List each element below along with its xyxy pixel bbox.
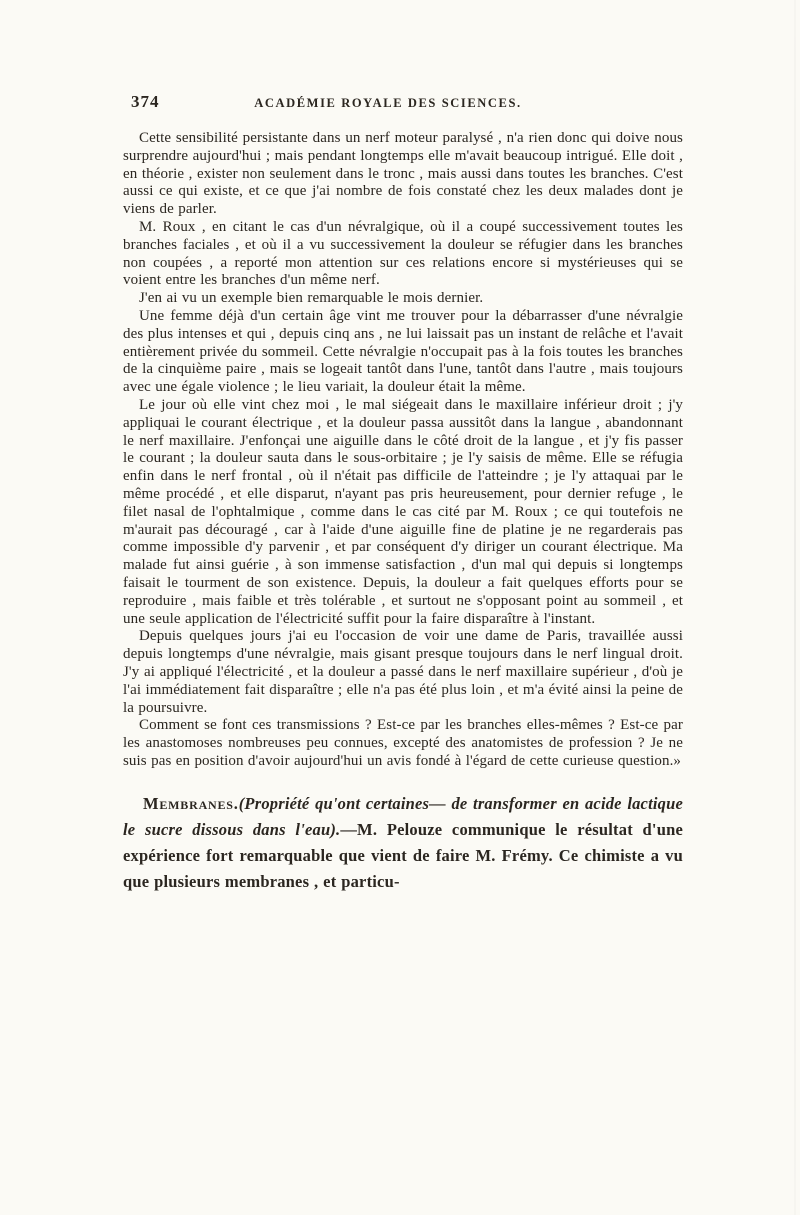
paragraph: Cette sensibilité persistante dans un nerf moteur paralysé , n'a rien donc qui doive nous surprendre aujourd'hui ; mais pendant longtemps elle m'avait beaucoup intrigué. Elle doit , en théorie , exister non seulement dans le tronc , mais aussi dans toutes les branches. C'est aussi ce qui existe, et ce que j'ai nombre de fois constaté chez les deux malades dont je viens de parler. bbox=[123, 130, 683, 218]
book-page bbox=[123, 92, 683, 895]
text-body bbox=[123, 130, 683, 895]
paragraph: Comment se font ces transmissions ? Est-ce par les branches elles-mêmes ? Est-ce par les anastomoses nombreuses peu connues, excepté des anatomistes de profession ? Je ne suis pas en position d'avoir aujourd'hui un avis fondé à l'égard de cette curieuse question.» bbox=[123, 717, 683, 769]
page-header bbox=[123, 92, 683, 118]
paragraph: M. Roux , en citant le cas d'un névralgique, où il a coupé successivement toutes les branches faciales , et où il a vu successivement la douleur se réfugier dans les branches non coupées , a reporté mon attention sur ces relations encore si mystérieuses qui se voient entre les branches d'un même nerf. bbox=[123, 218, 683, 289]
running-title: ACADÉMIE ROYALE DES SCIENCES. bbox=[254, 96, 522, 110]
membranes-italic-title: (Propriété qu'ont certaines— de transformer en acide lactique le sucre dissous dans l'eau). bbox=[123, 793, 683, 839]
paragraph-membranes bbox=[123, 791, 683, 895]
paragraph: Le jour où elle vint chez moi , le mal siégeait dans le maxillaire inférieur droit ; j'y appliquai le courant électrique , et la douleur passa aussitôt dans la langue , abandonnant le nerf maxillaire. J'enfonçai une aiguille dans le côté droit de la langue , et j'y fis passer le courant ; la douleur sauta dans le sous-orbitaire ; je l'y saisis de même. Elle se réfugia enfin dans le nerf frontal , où il n'était pas difficile de l'atteindre ; je l'y attaquai par le même procédé , et elle disparut, n'ayant pas pris heureusement, pour dernier refuge , le filet nasal de l'ophtalmique , comme dans le cas cité par M. Roux ; ce qui toutefois ne m'aurait pas découragé , car à l'aide d'une aiguille fine de platine je ne regarderais pas comme impossible d'y parvenir , et par conséquent d'y diriger un courant électrique. Ma malade fut ainsi guérie , à son immense satisfaction , d'un mal qui depuis si longtemps faisait le tourment de son existence. Depuis, la douleur a fait quelques efforts pour se reproduire , mais faible et très tolérable , et surtout ne s'opposant point au sommeil , et une seule application de l'électricité suffit pour la faire disparaître à l'instant. bbox=[123, 396, 683, 627]
paragraph: Une femme déjà d'un certain âge vint me trouver pour la débarrasser d'une névralgie des plus intenses et qui , depuis cinq ans , ne lui laissait pas un instant de relâche et l'avait entièrement privée du sommeil. Cette névralgie n'occupait pas à la fois toutes les branches de la cinquième paire , mais se logeait tantôt dans l'une, tantôt dans l'autre , mais toujours avec une égale violence ; le lieu variait, la douleur était la même. bbox=[123, 307, 683, 396]
membranes-body: —M. Pelouze communique le résultat d'une expérience fort remarquable que vient de faire M. Frémy. Ce chimiste a vu que plusieurs membranes , et particu- bbox=[123, 819, 683, 891]
membranes-heading: Membranes. bbox=[143, 793, 239, 813]
paragraph: Depuis quelques jours j'ai eu l'occasion de voir une dame de Paris, travaillée aussi depuis longtemps d'une névralgie, mais gisant presque toujours dans le nerf lingual droit. J'y ai appliqué l'électricité , et la douleur a passé dans le nerf maxillaire supérieur , d'où je l'ai immédiatement fait disparaître ; elle n'a pas été plus loin , et m'a évité ainsi la peine de la poursuivre. bbox=[123, 628, 683, 716]
page-number: 374 bbox=[131, 92, 160, 111]
paragraph: J'en ai vu un exemple bien remarquable le mois dernier. bbox=[139, 290, 484, 307]
scan-edge-artifact bbox=[794, 0, 796, 1215]
